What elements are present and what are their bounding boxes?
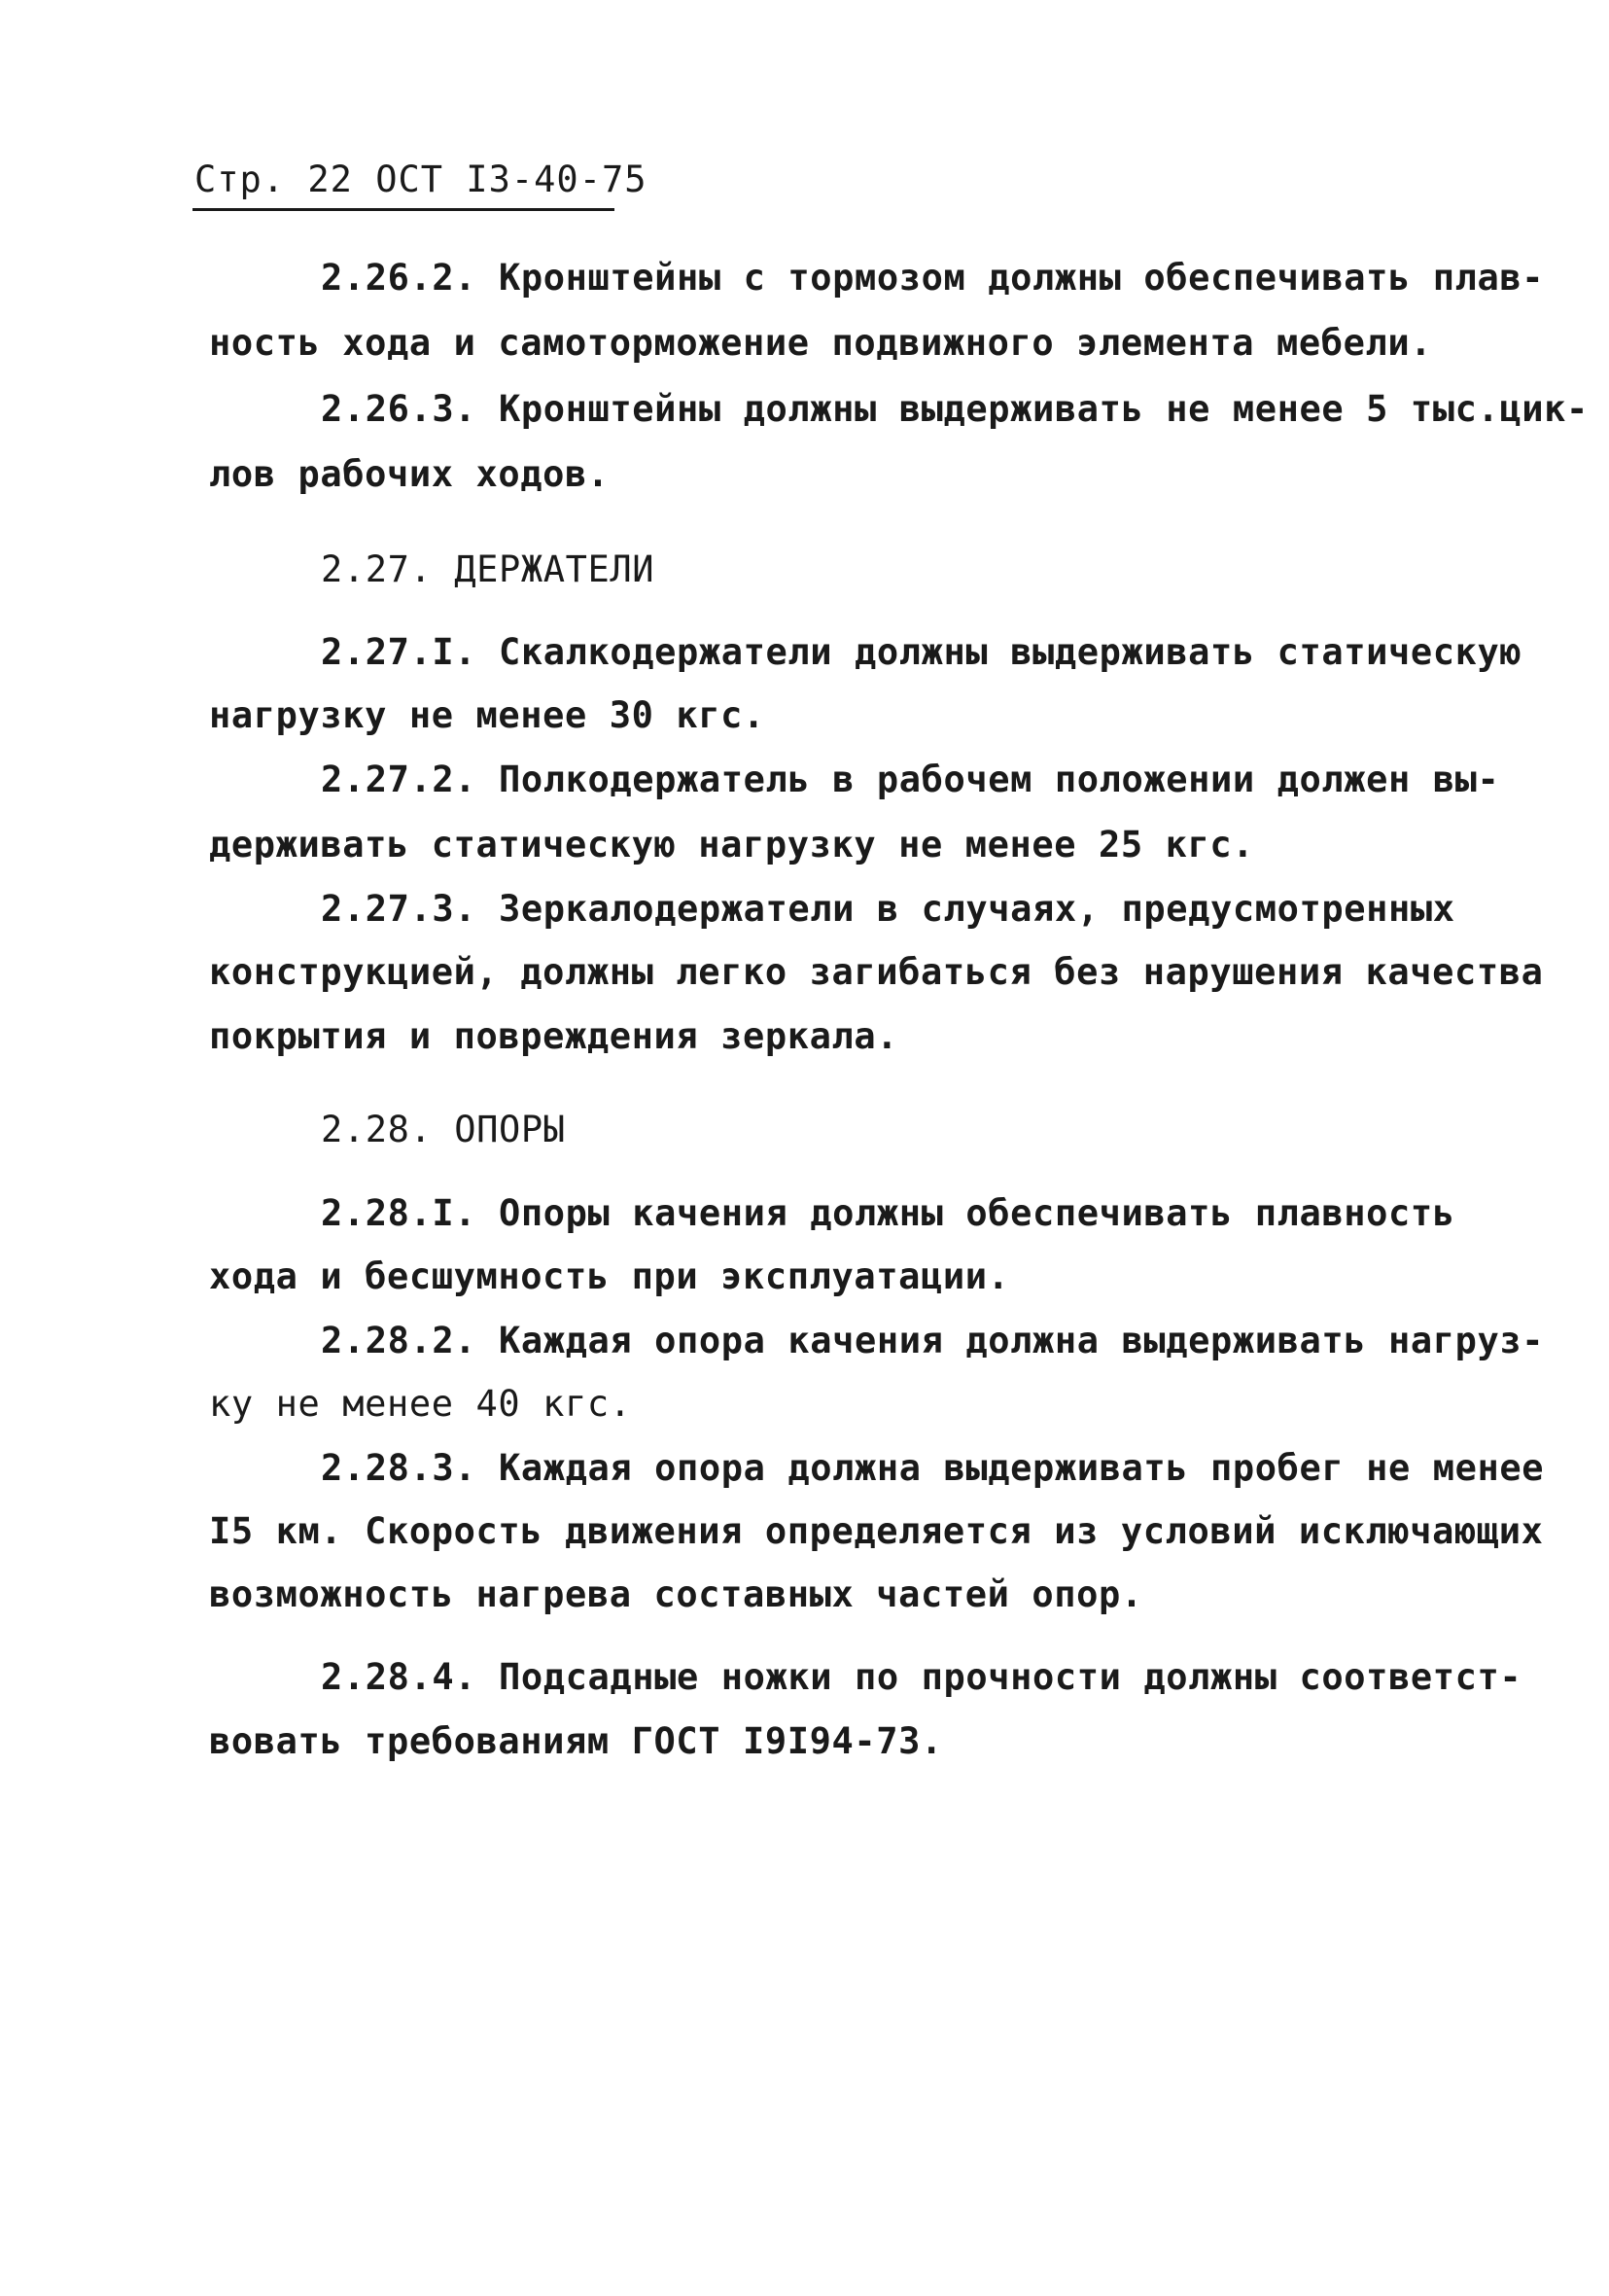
text-line: ность хода и самоторможение подвижного элемента мебели. — [209, 322, 1433, 364]
text-line: лов рабочих ходов. — [209, 453, 610, 495]
text-line: покрытия и повреждения зеркала. — [209, 1015, 899, 1057]
text-line: вовать требованиям ГОСТ I9I94-73. — [209, 1720, 943, 1762]
text-line: 2.27.2. Полкодержатель в рабочем положении должен вы- — [321, 759, 1500, 800]
text-line: держивать статическую нагрузку не менее 25 кгс. — [209, 824, 1255, 865]
text-line: 2.27.I. Скалкодержатели должны выдерживать статическую — [321, 631, 1522, 673]
page-header: Стр. 22 ОСТ I3-40-75 — [194, 159, 647, 200]
text-line: возможность нагрева составных частей опор. — [209, 1573, 1143, 1615]
text-line: нагрузку не менее 30 кгс. — [209, 694, 765, 736]
text-line: I5 км. Скорость движения определяется из условий исключающих — [209, 1510, 1544, 1552]
section-heading: 2.28. ОПОРЫ — [321, 1109, 566, 1150]
text-line: 2.26.2. Кронштейны с тормозом должны обеспечивать плав- — [321, 257, 1545, 299]
text-line: ку не менее 40 кгс. — [209, 1383, 632, 1425]
text-line: хода и бесшумность при эксплуатации. — [209, 1255, 1010, 1297]
section-heading: 2.27. ДЕРЖАТЕЛИ — [321, 548, 655, 590]
text-line: 2.28.I. Опоры качения должны обеспечивать плавность — [321, 1192, 1455, 1234]
text-line: 2.27.3. Зеркалодержатели в случаях, предусмотренных — [321, 888, 1455, 930]
text-line: 2.28.2. Каждая опора качения должна выдерживать нагруз- — [321, 1320, 1545, 1361]
text-line: 2.26.3. Кронштейны должны выдерживать не менее 5 тыс.цик- — [321, 388, 1589, 430]
header-underline — [192, 208, 614, 211]
text-line: 2.28.4. Подсадные ножки по прочности должны соответст- — [321, 1656, 1522, 1698]
text-line: конструкцией, должны легко загибаться без нарушения качества — [209, 951, 1544, 993]
text-line: 2.28.3. Каждая опора должна выдерживать пробег не менее — [321, 1447, 1545, 1489]
